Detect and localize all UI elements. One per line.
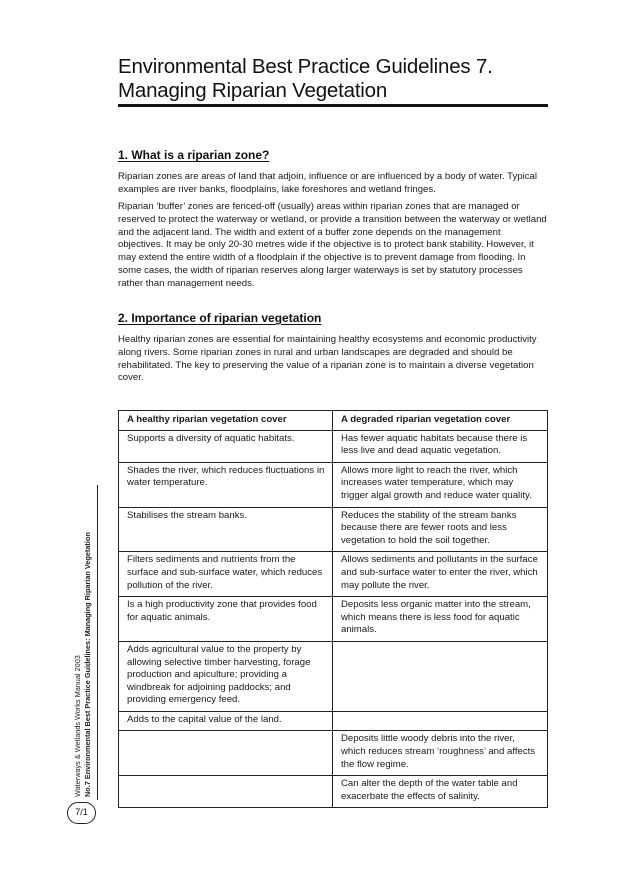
comparison-table: [118, 410, 548, 808]
cell-degraded: [333, 641, 548, 711]
cell-healthy: Shades the river, which reduces fluctuations in water temperature.: [119, 462, 333, 507]
cell-degraded: Allows sediments and pollutants in the surface and sub-surface water to enter the river, which may pollute the river.: [333, 552, 548, 597]
section-2-paragraph-1: Healthy riparian zones are essential for maintaining healthy ecosystems and economic productivity along rivers. Some riparian zones in rural and urban landscapes are degraded and should be rehabilitated. The key to preserving the value of a riparian zone is to maintain a diverse vegetation cover.: [118, 334, 537, 384]
cell-degraded: Allows more light to reach the river, which increases water temperature, which may trigger algal growth and reduce water quality.: [333, 462, 548, 507]
section-1-heading: 1. What is a riparian zone?: [118, 148, 270, 162]
side-rule: [97, 485, 98, 800]
cell-healthy: Adds agricultural value to the property by allowing selective timber harvesting, forage production and apiculture; providing a windbreak for adjoining paddocks; and providing emergency feed.: [119, 641, 333, 711]
cell-healthy: Is a high productivity zone that provides food for aquatic animals.: [119, 597, 333, 642]
table-row: [119, 597, 548, 642]
title-line-2: Managing Riparian Vegetation: [118, 79, 388, 102]
header-degraded: A degraded riparian vegetation cover: [333, 411, 548, 431]
cell-healthy: Filters sediments and nutrients from the surface and sub-surface water, which reduces pollution of the river.: [119, 552, 333, 597]
table-row: [119, 711, 548, 731]
cell-degraded: Deposits less organic matter into the stream, which means there is less food for aquatic animals.: [333, 597, 548, 642]
title-rule: [118, 104, 548, 107]
section-1-paragraph-2: Riparian ‘buffer’ zones are fenced-off (usually) areas within riparian zones that are managed or reserved to protect the waterway or wetland, or provide a transition between the waterway or wetland and the adjacent land. The width and extent of a buffer zone depends on the management objectives. It may be only 20-30 metres wide if the objective is to protect bank stability. However, it may extend the entire width of a floodplain if the objective is to prevent damage from flooding. In some cases, the width of riparian reserves along larger waterways is set by statutory processes rather than management needs.: [118, 201, 547, 289]
side-running-footer: [73, 517, 92, 797]
cell-healthy: Adds to the capital value of the land.: [119, 711, 333, 731]
page-number-badge: 7/1: [67, 802, 96, 824]
header-healthy: A healthy riparian vegetation cover: [119, 411, 333, 431]
cell-degraded: Can alter the depth of the water table and exacerbate the effects of salinity.: [333, 776, 548, 808]
table-row: [119, 641, 548, 711]
table-row: [119, 776, 548, 808]
cell-degraded: Has fewer aquatic habitats because there is less live and dead aquatic vegetation.: [333, 430, 548, 462]
table-row: [119, 507, 548, 552]
cell-healthy: [119, 776, 333, 808]
page-title: [118, 55, 548, 103]
cell-healthy: Stabilises the stream banks.: [119, 507, 333, 552]
table-header-row: [119, 411, 548, 431]
cell-degraded: [333, 711, 548, 731]
manual-title: Waterways & Wetlands Works Manual 2003: [73, 655, 82, 797]
cell-degraded: Deposits little woody debris into the river, which reduces stream ‘roughness’ and affects the flow regime.: [333, 731, 548, 776]
section-2-heading: 2. Importance of riparian vegetation: [118, 311, 322, 325]
table-row: [119, 731, 548, 776]
cell-healthy: [119, 731, 333, 776]
title-line-1: Environmental Best Practice Guidelines 7.: [118, 55, 493, 78]
cell-healthy: Supports a diversity of aquatic habitats.: [119, 430, 333, 462]
cell-degraded: Reduces the stability of the stream banks because there are fewer roots and less vegetation to hold the soil together.: [333, 507, 548, 552]
table-row: [119, 462, 548, 507]
table-row: [119, 552, 548, 597]
table-row: [119, 430, 548, 462]
guideline-title: No.7 Environmental Best Practice Guidelines: Managing Riparian Vegetation: [82, 532, 92, 797]
section-1-paragraph-1: Riparian zones are areas of land that adjoin, influence or are influenced by a body of water. Typical examples are river banks, floodplains, lake foreshores and wetland fringes.: [118, 171, 538, 195]
